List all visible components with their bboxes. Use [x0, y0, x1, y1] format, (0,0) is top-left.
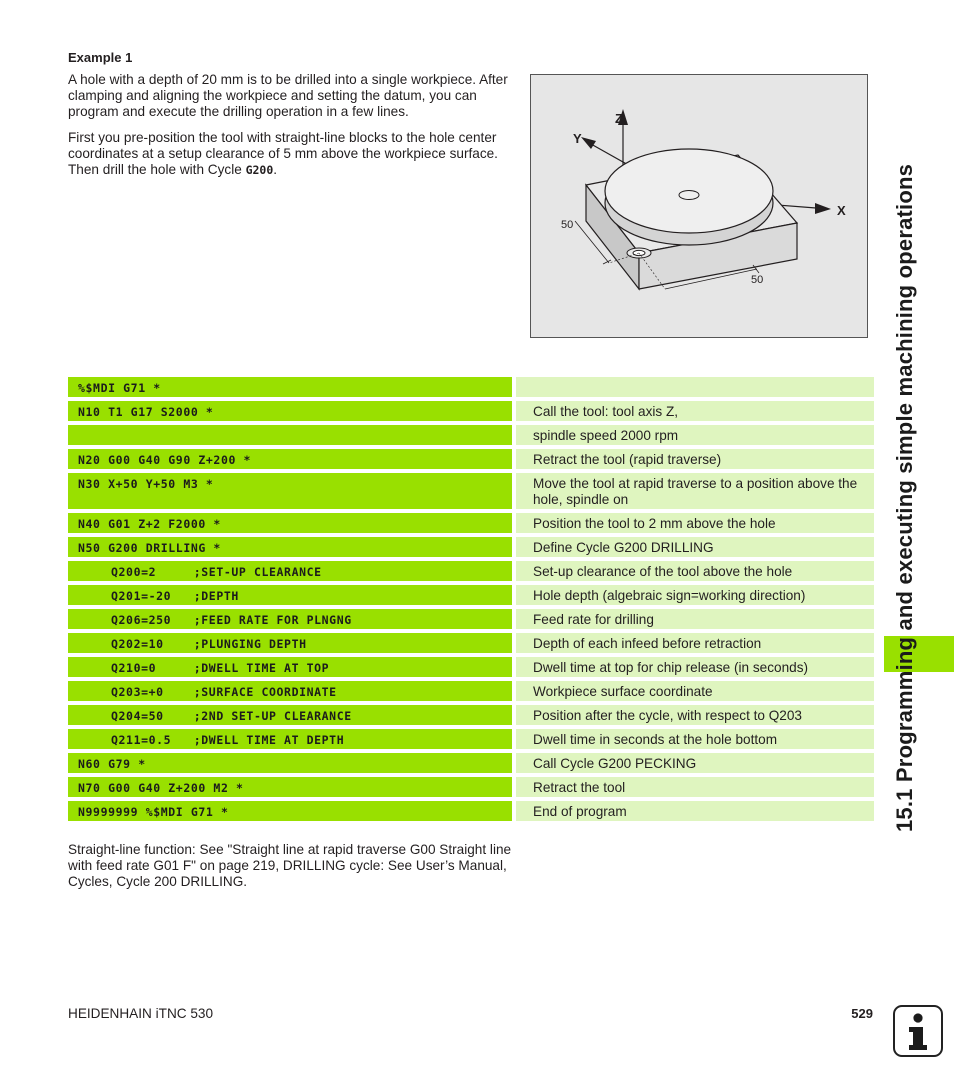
program-description-cell: Workpiece surface coordinate	[516, 681, 874, 701]
program-code-cell: Q211=0.5 ;DWELL TIME AT DEPTH	[68, 729, 512, 749]
program-description-cell: Dwell time at top for chip release (in seconds)	[516, 657, 874, 677]
program-row	[68, 377, 874, 397]
program-row	[68, 729, 874, 749]
program-description-cell: Position the tool to 2 mm above the hole	[516, 513, 874, 533]
program-row	[68, 681, 874, 701]
program-row	[68, 585, 874, 605]
program-description-cell: Hole depth (algebraic sign=working direction)	[516, 585, 874, 605]
program-description-cell: End of program	[516, 801, 874, 821]
program-row	[68, 473, 874, 509]
program-code-cell: N20 G00 G40 G90 Z+200 *	[68, 449, 512, 469]
program-code-cell: Q206=250 ;FEED RATE FOR PLNGNG	[68, 609, 512, 629]
x-axis-arrow	[815, 203, 831, 214]
dim-label-x: 50	[751, 274, 764, 286]
intro-paragraph-2-text: First you pre-position the tool with straight-line blocks to the hole center coordinates at a setup clearance of 5 mm above the workpiece surface. Then drill the hole with Cycle	[68, 130, 498, 177]
program-row	[68, 401, 874, 421]
drilling-figure	[530, 74, 868, 338]
program-row	[68, 425, 874, 445]
axis-label-y: Y	[573, 131, 582, 146]
disk-hole	[679, 191, 699, 200]
program-description-cell: Dwell time in seconds at the hole bottom	[516, 729, 874, 749]
program-description-cell: Set-up clearance of the tool above the hole	[516, 561, 874, 581]
program-row	[68, 801, 874, 821]
intro-paragraph-1: A hole with a depth of 20 mm is to be drilled into a single workpiece. After clamping and aligning the workpiece and setting the datum, you can program and execute the drilling operation in a few lines.	[68, 72, 508, 119]
program-code-cell: Q204=50 ;2ND SET-UP CLEARANCE	[68, 705, 512, 725]
program-description-cell: Move the tool at rapid traverse to a position above the hole, spindle on	[516, 473, 874, 509]
program-row	[68, 777, 874, 797]
chapter-side-title: 15.1 Programming and executing simple machining operations	[892, 163, 917, 832]
program-description-cell: Depth of each infeed before retraction	[516, 633, 874, 653]
cycle-code: G200	[245, 163, 274, 177]
footer-manual-title: HEIDENHAIN iTNC 530	[68, 1006, 214, 1021]
program-description-cell: spindle speed 2000 rpm	[516, 425, 874, 445]
program-row	[68, 705, 874, 725]
page-number: 529	[851, 1006, 873, 1021]
program-row	[68, 561, 874, 581]
program-row	[68, 657, 874, 677]
intro-paragraph-2	[68, 130, 518, 178]
program-code-cell: Q203=+0 ;SURFACE COORDINATE	[68, 681, 512, 701]
program-description-cell: Retract the tool (rapid traverse)	[516, 449, 874, 469]
program-code-cell: Q202=10 ;PLUNGING DEPTH	[68, 633, 512, 653]
program-code-cell	[68, 425, 512, 445]
axis-label-x: X	[837, 203, 846, 218]
workpiece-drawing	[531, 75, 867, 337]
program-description-cell: Call the tool: tool axis Z,	[516, 401, 874, 421]
program-code-cell: %$MDI G71 *	[68, 377, 512, 397]
program-row	[68, 609, 874, 629]
program-row	[68, 513, 874, 533]
program-code-cell: N50 G200 DRILLING *	[68, 537, 512, 557]
program-description-cell: Retract the tool	[516, 777, 874, 797]
program-row	[68, 449, 874, 469]
program-code-cell: Q210=0 ;DWELL TIME AT TOP	[68, 657, 512, 677]
intro-paragraph-2-end: .	[273, 162, 278, 177]
info-icon	[893, 1005, 943, 1057]
program-row	[68, 753, 874, 773]
program-code-cell: N10 T1 G17 S2000 *	[68, 401, 512, 421]
program-description-cell	[516, 377, 874, 397]
program-row	[68, 633, 874, 653]
program-code-cell: N40 G01 Z+2 F2000 *	[68, 513, 512, 533]
example-heading: Example 1	[68, 50, 133, 65]
nc-program-table	[68, 377, 874, 825]
dim-label-y: 50	[561, 219, 574, 231]
y-axis-arrow	[581, 137, 596, 149]
program-code-cell: N60 G79 *	[68, 753, 512, 773]
program-code-cell: N9999999 %$MDI G71 *	[68, 801, 512, 821]
program-description-cell: Feed rate for drilling	[516, 609, 874, 629]
program-code-cell: N70 G00 G40 Z+200 M2 *	[68, 777, 512, 797]
program-code-cell: N30 X+50 Y+50 M3 *	[68, 473, 512, 509]
info-glyph	[895, 1007, 941, 1055]
program-description-cell: Define Cycle G200 DRILLING	[516, 537, 874, 557]
axis-label-z: Z	[615, 111, 623, 126]
program-description-cell: Call Cycle G200 PECKING	[516, 753, 874, 773]
program-code-cell: Q201=-20 ;DEPTH	[68, 585, 512, 605]
footnote: Straight-line function: See "Straight line at rapid traverse G00 Straight line with feed rate G01 F" on page 219, DRILLING cycle: See User’s Manual, Cycles, Cycle 200 DRILLING.	[68, 842, 512, 889]
program-row	[68, 537, 874, 557]
program-code-cell: Q200=2 ;SET-UP CLEARANCE	[68, 561, 512, 581]
program-description-cell: Position after the cycle, with respect to Q203	[516, 705, 874, 725]
